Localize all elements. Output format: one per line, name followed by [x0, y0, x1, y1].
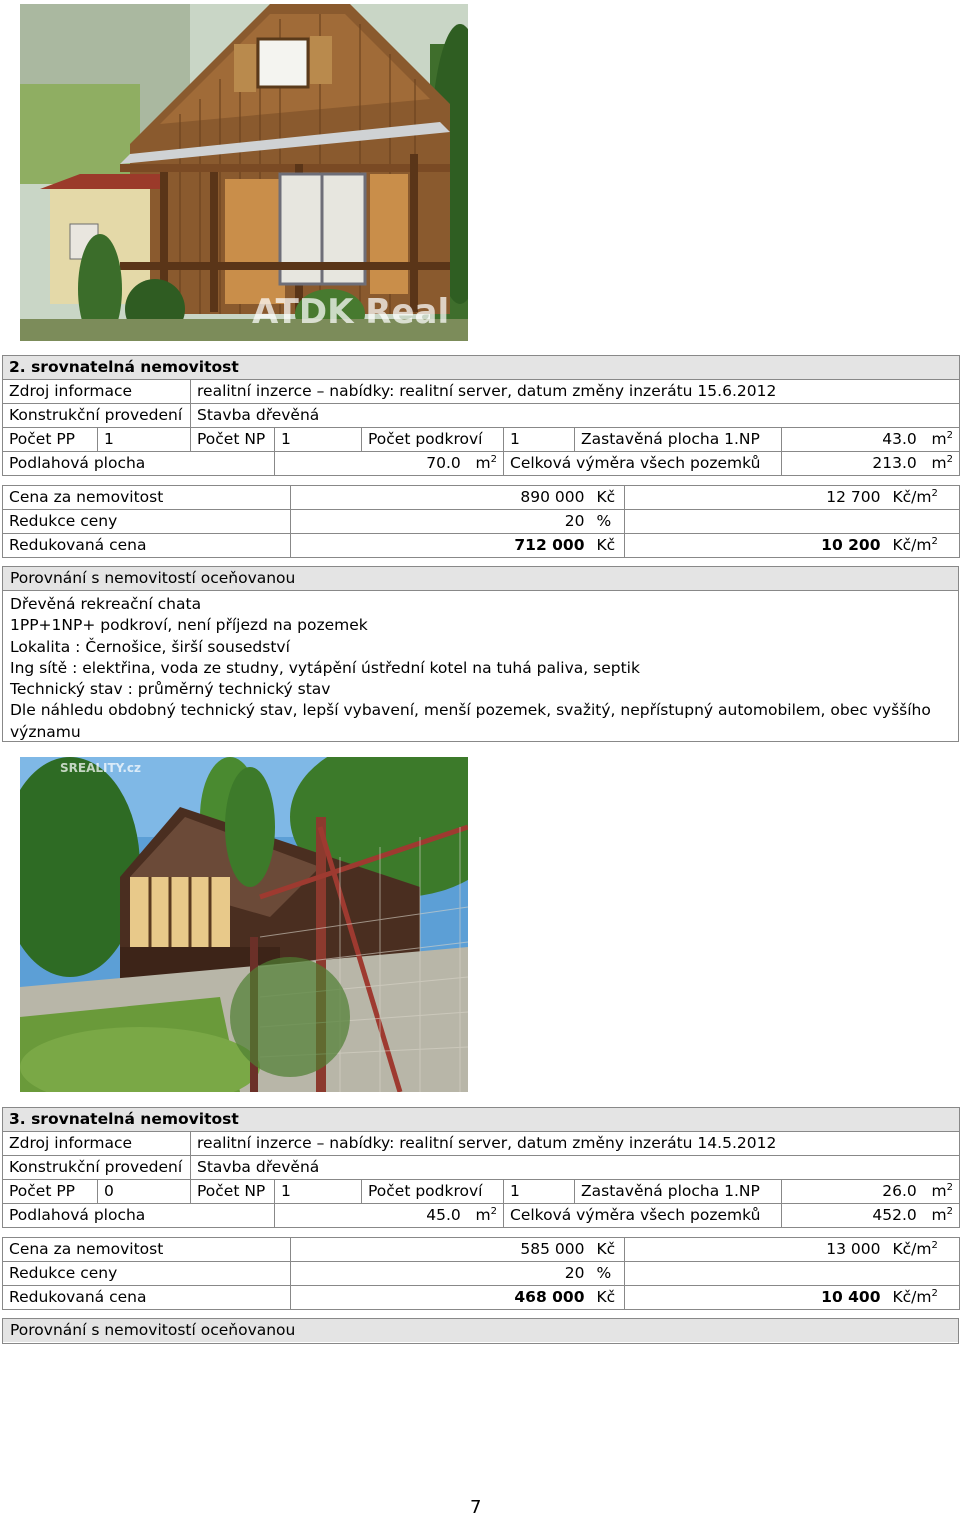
floor-area-cell	[275, 1204, 504, 1228]
pp-label: Počet PP	[3, 1180, 98, 1204]
reduction-label: Redukce ceny	[3, 510, 291, 534]
reduction-label: Redukce ceny	[3, 1262, 291, 1286]
built-area-cell	[782, 428, 960, 452]
attic-value: 1	[504, 428, 575, 452]
reduced-per-m2: 10 200	[625, 534, 887, 558]
source-value: realitní inzerce – nabídky: realitní server, datum změny inzerátu 14.5.2012	[191, 1132, 960, 1156]
comparison-line: Technický stav : průměrný technický stav	[10, 680, 331, 699]
np-label: Počet NP	[191, 1180, 275, 1204]
unit-sup: 2	[490, 1205, 497, 1217]
reduced-per-m2: 10 400	[625, 1286, 887, 1310]
land-area-cell	[782, 452, 960, 476]
property-3-heading: 3. srovnatelná nemovitost	[3, 1108, 960, 1132]
land-area-value: 213.0	[872, 454, 917, 472]
property-3-comparison	[2, 1318, 959, 1344]
unit-sup: 2	[931, 487, 938, 499]
per-m2-unit-cell	[887, 1238, 960, 1262]
price-unit: Kč	[591, 486, 625, 510]
per-m2-unit-cell	[887, 1286, 960, 1310]
source-label: Zdroj informace	[3, 1132, 191, 1156]
reduced-unit: Kč	[591, 534, 625, 558]
unit-sup: 2	[946, 1181, 954, 1193]
comparison-line: Lokalita : Černošice, širší sousedství	[10, 637, 290, 656]
unit-m: m	[931, 430, 947, 448]
per-m2-unit-cell	[887, 534, 960, 558]
price-per-m2: 12 700	[625, 486, 887, 510]
np-label: Počet NP	[191, 428, 275, 452]
cottage-fence-illustration	[20, 757, 468, 1092]
comparison-line: významu	[10, 722, 81, 741]
empty-cell	[625, 510, 960, 534]
comparison-line: Dle náhledu obdobný technický stav, lepší vybavení, menší pozemek, svažitý, nepřístupný automobilem, obec vyššího	[10, 701, 931, 720]
photo-watermark: ATDK Real	[252, 292, 450, 332]
built-area-label: Zastavěná plocha 1.NP	[575, 1180, 782, 1204]
unit-m: m	[931, 1206, 947, 1224]
attic-value: 1	[504, 1180, 575, 1204]
np-value: 1	[275, 1180, 362, 1204]
per-m2-unit: Kč/m	[892, 536, 932, 554]
price-label: Cena za nemovitost	[3, 486, 291, 510]
construction-label: Konstrukční provedení	[3, 1156, 191, 1180]
floor-area-value: 45.0	[426, 1206, 461, 1224]
reduced-value: 712 000	[291, 534, 591, 558]
property-2-comparison	[2, 566, 959, 742]
unit-sup: 2	[946, 429, 954, 441]
pp-value: 0	[98, 1180, 191, 1204]
construction-label: Konstrukční provedení	[3, 404, 191, 428]
built-area-value: 26.0	[882, 1182, 917, 1200]
property-2-heading: 2. srovnatelná nemovitost	[3, 356, 960, 380]
attic-label: Počet podkroví	[362, 428, 504, 452]
reduced-value: 468 000	[291, 1286, 591, 1310]
comparison-lines	[3, 591, 958, 743]
floor-area-label: Podlahová plocha	[3, 1204, 275, 1228]
per-m2-unit-cell	[887, 486, 960, 510]
unit-sup: 2	[490, 453, 497, 465]
unit-sup: 2	[931, 1239, 938, 1251]
built-area-value: 43.0	[882, 430, 917, 448]
unit-sup: 2	[946, 1205, 954, 1217]
price-value: 890 000	[291, 486, 591, 510]
property-3-info-table	[2, 1107, 960, 1228]
built-area-cell	[782, 1180, 960, 1204]
price-per-m2: 13 000	[625, 1238, 887, 1262]
reduction-unit: %	[591, 510, 625, 534]
pp-value: 1	[98, 428, 191, 452]
land-area-cell	[782, 1204, 960, 1228]
price-label: Cena za nemovitost	[3, 1238, 291, 1262]
np-value: 1	[275, 428, 362, 452]
comparison-title: Porovnání s nemovitostí oceňovanou	[3, 1319, 958, 1342]
built-area-label: Zastavěná plocha 1.NP	[575, 428, 782, 452]
photo-watermark: SREALITY.cz	[60, 761, 142, 775]
per-m2-unit: Kč/m	[892, 488, 932, 506]
reduction-value: 20	[291, 1262, 591, 1286]
property-2-price-table	[2, 485, 960, 558]
attic-label: Počet podkroví	[362, 1180, 504, 1204]
reduced-label: Redukovaná cena	[3, 534, 291, 558]
construction-value: Stavba dřevěná	[191, 1156, 960, 1180]
floor-area-label: Podlahová plocha	[3, 452, 275, 476]
per-m2-unit: Kč/m	[892, 1288, 932, 1306]
page-number: 7	[470, 1497, 482, 1518]
unit-sup: 2	[946, 453, 954, 465]
reduced-unit: Kč	[591, 1286, 625, 1310]
comparison-title: Porovnání s nemovitostí oceňovanou	[3, 567, 958, 591]
property-2-photo	[20, 4, 468, 341]
comparison-line: Dřevěná rekreační chata	[10, 595, 202, 613]
price-value: 585 000	[291, 1238, 591, 1262]
unit-sup: 2	[931, 1287, 938, 1299]
unit-m: m	[475, 454, 491, 472]
reduced-label: Redukovaná cena	[3, 1286, 291, 1310]
per-m2-unit: Kč/m	[892, 1240, 932, 1258]
unit-m: m	[475, 1206, 491, 1224]
property-2-info-table	[2, 355, 960, 476]
land-area-label: Celková výměra všech pozemků	[504, 452, 782, 476]
property-3-price-table	[2, 1237, 960, 1310]
source-label: Zdroj informace	[3, 380, 191, 404]
price-unit: Kč	[591, 1238, 625, 1262]
land-area-label: Celková výměra všech pozemků	[504, 1204, 782, 1228]
reduction-value: 20	[291, 510, 591, 534]
pp-label: Počet PP	[3, 428, 98, 452]
empty-cell	[625, 1262, 960, 1286]
reduction-unit: %	[591, 1262, 625, 1286]
source-value: realitní inzerce – nabídky: realitní server, datum změny inzerátu 15.6.2012	[191, 380, 960, 404]
land-area-value: 452.0	[872, 1206, 917, 1224]
unit-sup: 2	[931, 535, 938, 547]
property-3-photo	[20, 757, 468, 1092]
unit-m: m	[931, 454, 947, 472]
cottage-illustration	[20, 4, 468, 341]
floor-area-value: 70.0	[426, 454, 461, 472]
comparison-line: 1PP+1NP+ podkroví, není příjezd na pozemek	[10, 616, 368, 635]
floor-area-cell	[275, 452, 504, 476]
unit-m: m	[931, 1182, 947, 1200]
construction-value: Stavba dřevěná	[191, 404, 960, 428]
comparison-line: Ing sítě : elektřina, voda ze studny, vytápění ústřední kotel na tuhá paliva, septik	[10, 658, 640, 677]
